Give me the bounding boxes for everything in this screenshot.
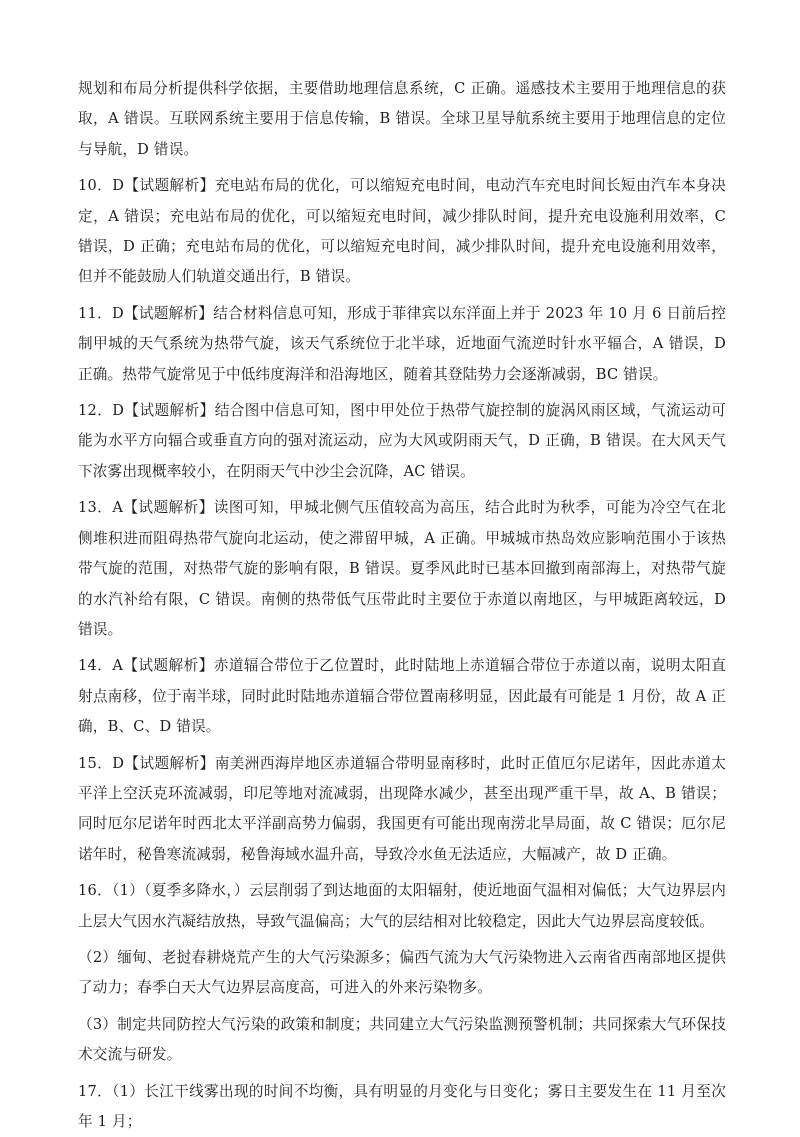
answer-12: 12．D【试题解析】结合图中信息可知，图中甲处位于热带气旋控制的旋涡风雨区域，气流运动可能为水平方向辐合或垂直方向的强对流运动，应为大风或阴雨天气，D 正确，B 错误。在大风天气下浓雾出现概率较小，在阴雨天气中沙尘会沉降，AC 错误。: [78, 402, 726, 480]
answer-paragraph-continued: 规划和布局分析提供科学依据，主要借助地理信息系统，C 正确。遥感技术主要用于地理信息的获取，A 错误。互联网系统主要用于信息传输，B 错误。全球卫星导航系统主要用于地理信息的定位与导航，D 错误。: [78, 80, 726, 158]
answer-11: 11．D【试题解析】结合材料信息可知，形成于菲律宾以东洋面上并于 2023 年 10 月 6 日前后控制甲城的天气系统为热带气旋，该天气系统位于北半球，近地面气流逆时针水平辐合，A 错误，D 正确。热带气旋常见于中低纬度海洋和沿海地区，随着其登陆势力会逐渐减弱，BC 错误。: [78, 304, 726, 383]
answer-14: 14．A【试题解析】赤道辐合带位于乙位置时，此时陆地上赤道辐合带位于赤道以南，说明太阳直射点南移，位于南半球，同时此时陆地赤道辐合带位置南移明显，因此最有可能是 1 月份，故 A 正确，B、C、D 错误。: [78, 657, 726, 736]
answer-16-part-2: （2）缅甸、老挝春耕烧荒产生的大气污染源多；偏西气流为大气污染物进入云南省西南部地区提供了动力；春季白天大气边界层高度高，可进入的外来污染物多。: [78, 948, 726, 997]
answer-16-part-3: （3）制定共同防控大气污染的政策和制度；共同建立大气污染监测预警机制；共同探索大气环保技术交流与研发。: [78, 1015, 726, 1064]
answer-10: 10．D【试题解析】充电站布局的优化，可以缩短充电时间，电动汽车充电时间长短由汽车本身决定，A 错误；充电站布局的优化，可以缩短充电时间，减少排队时间，提升充电设施利用效率，C 错误，D 正确；充电站布局的优化，可以缩短充电时间，减少排队时间，提升充电设施利用效率，但并不能鼓励人们轨道交通出行，B 错误。: [78, 177, 726, 286]
answer-16-part-1: 16．（1）（夏季多降水，）云层削弱了到达地面的太阳辐射，使近地面气温相对偏低；大气边界层内上层大气因水汽凝结放热，导致气温偏高；大气的层结相对比较稳定，因此大气边界层高度较低。: [78, 882, 726, 930]
answer-17-part-1: 17．（1）长江干线雾出现的时间不均衡，具有明显的月变化与日变化；雾日主要发生在 11 月至次年 1 月；: [78, 1082, 726, 1130]
document-page: [78, 74, 726, 1137]
answer-15: 15．D【试题解析】南美洲西海岸地区赤道辐合带明显南移时，此时正值厄尔尼诺年，因此赤道太平洋上空沃克环流减弱，印尼等地对流减弱，出现降水减少，甚至出现严重干旱，故 A、B 错误；同时厄尔尼诺年时西北太平洋副高势力偏弱，我国更有可能出现南涝北旱局面，故 C 错误；厄尔尼诺年时，秘鲁寒流减弱，秘鲁海域水温升高，导致冷水鱼无法适应，大幅减产，故 D 正确。: [78, 754, 726, 863]
answer-13: 13．A【试题解析】读图可知，甲城北侧气压值较高为高压，结合此时为秋季，可能为冷空气在北侧堆积进而阻碍热带气旋向北运动，使之滞留甲城，A 正确。甲城城市热岛效应影响范围小于该热带气旋的范围，对热带气旋的影响有限，B 错误。夏季风此时已基本回撤到南部海上，对热带气旋的水汽补给有限，C 错误。南侧的热带低气压带此时主要位于赤道以南地区，与甲城距离较远，D 错误。: [78, 499, 726, 638]
